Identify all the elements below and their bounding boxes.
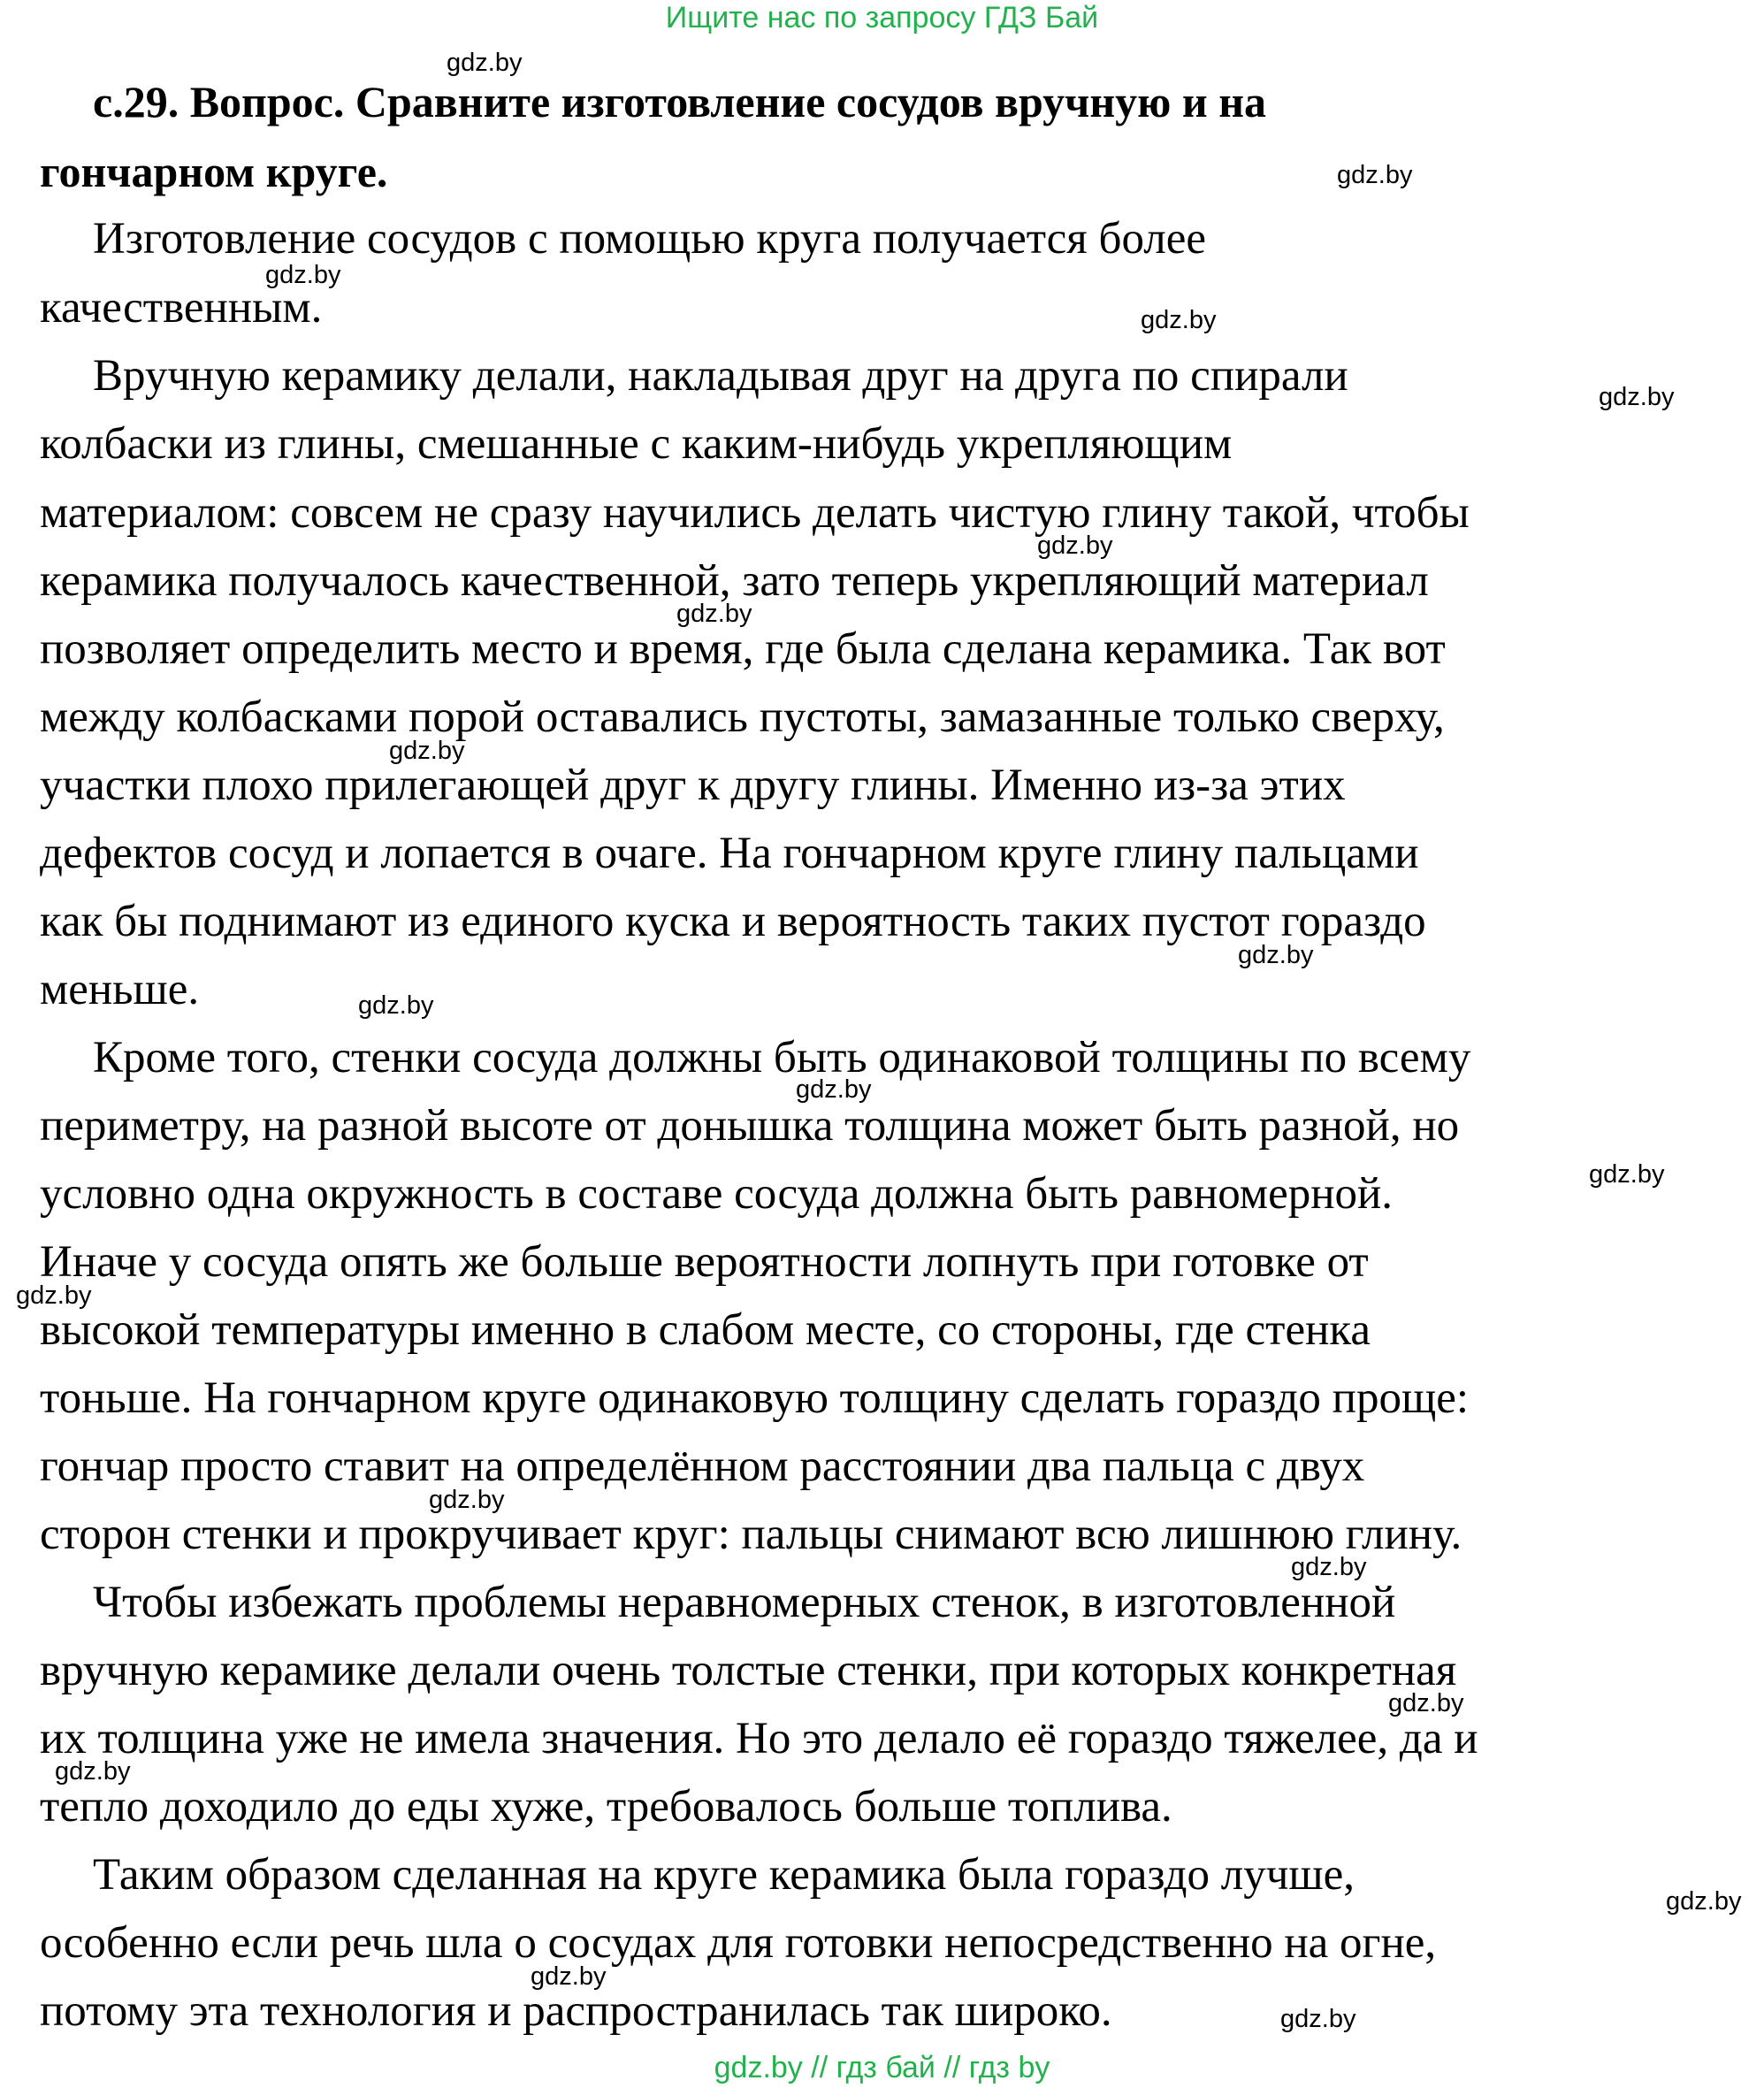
text-line: участки плохо прилегающей друг к другу глины. Именно из-за этих [40,761,1346,810]
text-line: особенно если речь шла о сосудах для готовки непосредственно на огне, [40,1918,1437,1968]
text-line: сторон стенки и прокручивает круг: пальцы снимают всю лишнюю глину. [40,1510,1462,1559]
watermark: gdz.by [389,737,465,765]
watermark: gdz.by [1589,1160,1665,1189]
text-line: колбаски из глины, смешанные с каким-нибудь укрепляющим [40,419,1233,469]
text-line: как бы поднимают из единого куска и вероятность таких пустот гораздо [40,897,1426,946]
bottom-banner: gdz.by // гдз бай // гдз by [714,2051,1050,2084]
text-line: меньше. [40,965,200,1014]
text-line: гончар просто ставит на определённом расстоянии два пальца с двух [40,1442,1365,1491]
text-line: Изготовление сосудов с помощью круга получается более [93,214,1206,264]
question-title-line-1: с.29. Вопрос. Сравните изготовление сосудов вручную и на [93,77,1267,126]
text-line: качественным. [40,283,323,333]
text-line: Иначе у сосуда опять же больше вероятности лопнуть при готовке от [40,1237,1369,1287]
text-line: потому эта технология и распространилась так широко. [40,1986,1112,2036]
watermark: gdz.by [358,991,434,1020]
text-line: позволяет определить место и время, где была сделана керамика. Так вот [40,624,1446,674]
watermark: gdz.by [1037,532,1113,560]
text-line: их толщина уже не имела значения. Но это делало её гораздо тяжелее, да и [40,1714,1478,1763]
watermark: gdz.by [1280,2005,1356,2033]
text-line: Кроме того, стенки сосуда должны быть одинаковой толщины по всему [93,1033,1471,1082]
text-line: тепло доходило до еды хуже, требовалось больше топлива. [40,1782,1172,1832]
text-line: керамика получалось качественной, зато теперь укрепляющий материал [40,556,1429,606]
watermark: gdz.by [429,1486,505,1514]
watermark: gdz.by [1388,1689,1464,1717]
text-line: Чтобы избежать проблемы неравномерных стенок, в изготовленной [93,1578,1396,1627]
text-line: условно одна окружность в составе сосуда должна быть равномерной. [40,1169,1394,1219]
text-line: тоньше. На гончарном круге одинаковую толщину сделать гораздо проще: [40,1373,1470,1423]
watermark: gdz.by [676,600,752,628]
text-line: вручную керамике делали очень толстые стенки, при которых конкретная [40,1646,1457,1695]
text-line: между колбасками порой оставались пустоты, замазанные только сверху, [40,692,1445,742]
watermark: gdz.by [1141,306,1217,334]
watermark: gdz.by [265,261,341,289]
watermark: gdz.by [1337,161,1413,189]
watermark: gdz.by [1599,383,1675,411]
text-line: высокой температуры именно в слабом месте, со стороны, где стенка [40,1305,1371,1355]
text-line: дефектов сосуд и лопается в очаге. На гончарном круге глину пальцами [40,829,1419,878]
watermark: gdz.by [16,1281,92,1310]
watermark: gdz.by [531,1962,607,1991]
text-line: Вручную керамику делали, накладывая друг на друга по спирали [93,351,1348,401]
watermark: gdz.by [796,1075,872,1104]
text-line: периметру, на разной высоте от донышка толщина может быть разной, но [40,1101,1460,1151]
watermark: gdz.by [55,1757,131,1786]
watermark: gdz.by [1666,1887,1742,1916]
question-title-line-2: гончарном круге. [40,147,388,196]
watermark: gdz.by [1291,1553,1367,1581]
text-line: Таким образом сделанная на круге керамика была гораздо лучше, [93,1850,1355,1900]
text-line: материалом: совсем не сразу научились делать чистую глину такой, чтобы [40,488,1470,538]
top-banner: Ищите нас по запросу ГДЗ Бай [665,1,1099,34]
watermark: gdz.by [447,49,523,77]
watermark: gdz.by [1238,941,1314,969]
